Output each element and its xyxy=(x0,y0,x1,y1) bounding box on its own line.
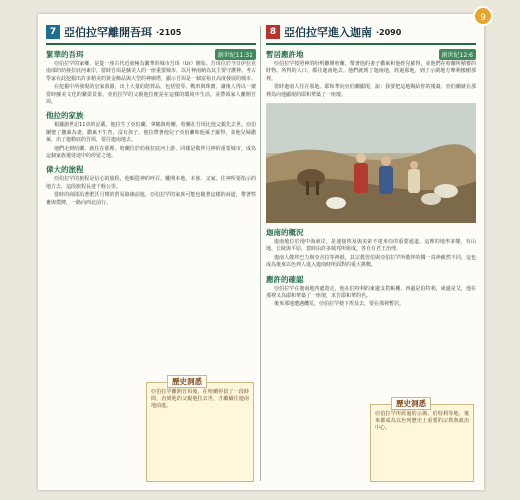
section-title: 緊華的吾珥 xyxy=(46,50,84,59)
right-column xyxy=(266,22,476,484)
scripture-reference-tag: 創世紀11:31 xyxy=(215,49,256,60)
section-header xyxy=(266,49,476,60)
chapter-title: 亞伯拉罕進入迦南 xyxy=(284,26,372,39)
chapter-title: 亞伯拉罕離開吾珥 xyxy=(64,26,152,39)
section-header xyxy=(266,274,476,285)
body-paragraph: 迦南人敬拜巴力與亞舍拉等神祇，其宗教習俗與亞伯拉罕所敬拜的獨一真神截然不同，這也成為後來以色列人進入迦南時所面對的重大挑戰。 xyxy=(266,254,476,269)
history-insight-box xyxy=(146,377,254,482)
section-header xyxy=(46,110,256,121)
chapter-header-7 xyxy=(46,22,256,45)
chapter-date: ·2105 xyxy=(156,27,182,37)
chapter-number-badge: 8 xyxy=(266,25,280,39)
body-paragraph: 在挖掘中所發現的皇家墓園，出土大量的陪葬品，包括豎琴、戰車與珠寶，讓後人得以一窺當時蘇美文化的繁榮景象。亞伯拉罕的父親他拉便是在這樣的環境中生活，並帶領家人離開吾珥。 xyxy=(46,84,256,106)
body-paragraph: 亞伯拉罕按照神的吩咐離開哈蘭，帶著他的妻子撒萊和他姪兒羅得，並他們在哈蘭所積蓄的財物、所得的人口，都往迦南地去。他們就到了迦南地，經過那地，到了示劍地方摩利橡樹那裡。 xyxy=(266,61,476,82)
section-header xyxy=(46,49,256,60)
callout-title: 歷史洞悉 xyxy=(391,397,431,410)
scripture-reference-tag: 創世紀12:6 xyxy=(439,49,476,60)
body-paragraph: 根據創世記11章的記載，他拉生了亞伯蘭、拿鶴與哈蘭，哈蘭在吾珥比他父親先去世。亞伯蘭娶了撒萊為妻，撒萊不生育，沒有孩子。他拉帶著他兒子亞伯蘭和他孫子羅得，並他兒婦撒萊，出了迦勒底的吾珥，要往迦南地去。 xyxy=(46,122,256,144)
section-title: 迦南的概況 xyxy=(266,228,304,238)
column-divider xyxy=(260,26,261,481)
section-header xyxy=(266,227,476,238)
page-number-badge: 9 xyxy=(473,6,493,26)
illustration-art xyxy=(266,103,476,223)
body-paragraph: 迦南地位於地中海東岸，是連接埃及與美索不達米亞的重要通道。這裡的地形多變，有山地、丘陵與平原，當時由許多城邦所組成，各自有君王治理。 xyxy=(266,239,476,253)
body-paragraph: 亞伯拉罕在迦南地四處遊走，他在伯特利的東邊支搭帳棚，西邊是伯特利，東邊是艾，他在那裡又為耶和華築了一座壇，求告耶和華的名。 xyxy=(266,285,476,300)
chapter-header-8 xyxy=(266,22,476,45)
body-paragraph: 亞伯拉罕的旅程是信心的旅程，他順從神的呼召，離開本地、本族、父家，往神所要指示的地方去，這段旅程長達千餘公里。 xyxy=(46,176,256,190)
section-title: 偉大的旅程 xyxy=(46,165,84,175)
callout-title: 歷史洞悉 xyxy=(167,375,207,388)
left-column xyxy=(46,22,256,484)
body-paragraph: 亞伯拉罕的家鄉，是從一座古代近東極為繁華的城市吾珥（Ur）開始。吾珥位於今日伊拉克南部的幼發拉底河東岸，當時吾珥是蘇美人的一座重要城市，以月神南納為其主要守護神。考古學家在此挖掘出許多精美的黃金飾品與大型的神廟塔，顯示吾珥是一個富裕且高度發展的城市。 xyxy=(46,61,256,82)
book-page xyxy=(38,14,484,490)
history-insight-box xyxy=(370,399,474,482)
body-paragraph: 當時的商隊沿著肥沃月彎的貿易路線前進，亞伯拉罕的家族可能也隨著這樣的商道，帶著牲畜與僕婢，一路向西北前行。 xyxy=(46,192,256,206)
chapter-number-badge: 7 xyxy=(46,25,60,39)
section-title: 應許的確認 xyxy=(266,274,304,284)
callout-text: 亞伯拉罕離開吾珥後，在哈蘭停留了一段時間，直到他的父親他拉去世，才繼續往迦南地前進。 xyxy=(151,389,249,409)
section-title: 暫居應許地 xyxy=(266,50,304,59)
illustration-journey-painting xyxy=(266,103,476,223)
body-paragraph: 後來那地遭遇饑荒，亞伯拉罕便下埃及去，要在那裡暫居。 xyxy=(274,301,405,308)
callout-text: 亞伯拉罕所經過的示劍、伯特利等地，後來都成為以色列歷史上重要的宗教與政治中心。 xyxy=(375,411,469,431)
chapter-date: ·2090 xyxy=(376,27,402,37)
section-header xyxy=(46,164,256,175)
body-paragraph: 他們走到哈蘭，就住在那裡。哈蘭位於幼發拉底河上游，同樣是敬拜月神的重要城市，成為這個家族遷徙途中的停留之地。 xyxy=(46,145,256,160)
body-paragraph: 當時迦南人住在那地。耶和華向亞伯蘭顯現，說：我要把這地賜給你的後裔。亞伯蘭就在那裡為向他顯現的耶和華築了一座壇。 xyxy=(266,84,476,98)
section-title: 他拉的家族 xyxy=(46,111,84,121)
